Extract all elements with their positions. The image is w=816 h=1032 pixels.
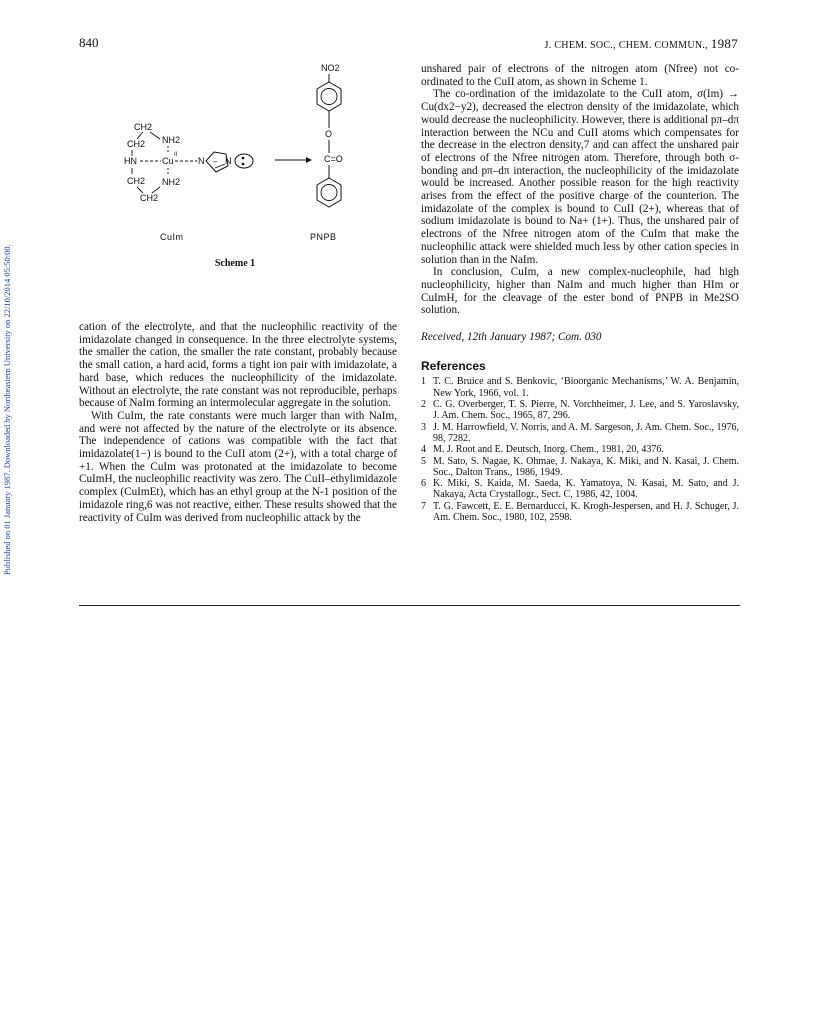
- ch2-bottom: CH2: [140, 193, 159, 203]
- reference-number: 4: [421, 444, 426, 456]
- cu-atom: Cu: [162, 156, 174, 166]
- ch2-top: CH2: [134, 122, 153, 132]
- imidazole-n: N: [198, 156, 205, 166]
- reference-text: K. Miki, S. Kaida, M. Saeda, K. Yamatoya, N. Kasai, M. Sato, and J. Nakaya, Acta Crystallogr., Sect. C, 1986, 42, 1004.: [433, 478, 739, 501]
- ch2-upper: CH2: [127, 139, 146, 149]
- reference-text: J. M. Harrowfield, V. Norris, and A. M. Sargeson, J. Am. Chem. Soc., 1976, 98, 7282.: [433, 421, 739, 444]
- reference-text: M. J. Root and E. Deutsch, Inorg. Chem., 1981, 20, 4376.: [433, 444, 664, 456]
- left-paragraph-2: With CuIm, the rate constants were much larger than with NaIm, and were not affected by the nature of the electrolyte or its absence. The independence of cations was compatible with the fact that imidazolate(1−) is bound to the CuII atom (2+), with a total charge of +1. When the CuIm was protonated at the imidazolate to become CuImH, the nucleophilic reactivity was zero. The CuII–ethylimidazole complex (CuImEt), which has an ethyl group at the N-1 position of the imidazole ring,6 was not reactive, either. These results showed that the reactivity of CuIm was derived from nucleophilic attack by the: [79, 409, 397, 524]
- reference-item: [421, 456, 739, 479]
- lone-pair-dot-2: [242, 163, 245, 166]
- journal-year: 1987: [710, 36, 738, 51]
- reaction-arrow-head: [306, 157, 312, 163]
- reference-item: [421, 501, 739, 524]
- ether-oxygen: O: [325, 129, 333, 139]
- nh2-upper: NH2: [162, 135, 181, 145]
- imidazole-n-free: N: [225, 156, 232, 166]
- left-paragraph-1: cation of the electrolyte, and that the nucleophilic reactivity of the imidazolate changed in consequence. In the three electrolyte systems, the smaller the cation, the smaller the rate constant, probably because the small cation, a hard acid, forms a tight ion pair with imidazolate, a hard base, which reduces the nucleophilicity of the imidazolate. Without an electrolyte, the rate constant was not reproducible, perhaps because of NaIm forming an intermolecular aggregate in the solution.: [79, 321, 397, 410]
- nh2-lower: NH2: [162, 177, 181, 187]
- carbonyl-label: C=O: [324, 154, 343, 164]
- right-paragraph-1: unshared pair of electrons of the nitrogen atom (Nfree) not co-ordinated to the CuII atom, as shown in Scheme 1.: [421, 63, 739, 88]
- scheme-figure: [110, 60, 370, 272]
- received-line: Received, 12th January 1987; Com. 030: [421, 331, 602, 344]
- figure-caption: Scheme 1: [214, 258, 256, 269]
- cu-oxidation-state: II: [174, 152, 178, 158]
- references-heading: References: [421, 358, 486, 373]
- reference-text: C. G. Overberger, T. S. Pierre, N. Vorchheimer, J. Lee, and S. Yaroslavsky, J. Am. Chem. Soc., 1965, 87, 296.: [433, 399, 739, 422]
- nitro-label: NO2: [321, 63, 340, 73]
- reference-text: T. C. Bruice and S. Benkovic, ‘Bioorganic Mechanisms,’ W. A. Benjamin, New York, 1966, vol. 1.: [433, 376, 739, 399]
- reference-item: [421, 422, 739, 445]
- pnpb-label: PNPB: [310, 232, 337, 242]
- cuim-label: CuIm: [160, 232, 184, 242]
- download-note[interactable]: Published on 01 January 1987. Downloaded by Northeastern University on 22/10/2014 05:50:00.: [2, 244, 12, 576]
- lone-pair-dot-1: [242, 157, 245, 160]
- running-head: [545, 36, 738, 52]
- reference-number: 6: [421, 478, 426, 490]
- reference-item: [421, 444, 739, 455]
- imidazole-minus: −: [213, 157, 218, 166]
- right-column: [421, 63, 739, 523]
- reference-text: T. G. Fawcett, E. E. Bernarducci, K. Krogh-Jespersen, and H. J. Schuger, J. Am. Chem. Soc., 1980, 102, 2598.: [433, 500, 739, 524]
- reference-text: M. Sato, S. Nagae, K. Ohmae, J. Nakaya, K. Miki, and N. Kasai, J. Chem. Soc., Dalton Trans., 1986, 1949.: [433, 455, 739, 478]
- phenyl-ring-circle: [321, 185, 337, 201]
- reference-item: [421, 399, 739, 422]
- reference-item: [421, 376, 739, 399]
- reference-number: 1: [421, 376, 426, 388]
- journal-title: J. CHEM. SOC., CHEM. COMMUN.,: [544, 40, 708, 51]
- left-column: [79, 321, 397, 524]
- reference-number: 5: [421, 455, 426, 467]
- ch2-lower: CH2: [127, 176, 146, 186]
- page-bottom-rule: [79, 605, 740, 606]
- right-paragraph-2: The co-ordination of the imidazolate to the CuII atom, σ(Im) → Cu(dx2−y2), decreased the electron density of the imidazolate, which would decrease the nucleophilicity. However, there is additional pπ–dπ interaction between the NCu and CuII atoms which compensates for the decrease in the electron density,7 and can affect the unshared pair of electrons of the Nfree nitrogen atom. Therefore, through both σ-bonding and pπ–dπ interaction, the nucleophilicity of the imidazolate would be increased. Another possible reason for the high reactivity arises from the effect of the positive charge of the counterion. The imidazolate of the complex is bound to CuII (2+), whereas that of sodium imidazolate is bound to Na+ (1+). Thus, the unshared pair of electrons of the Nfree nitrogen atom of the CuIm that make the nucleophilic attack were shielded much less by other cation species in solution than in the NaIm.: [421, 88, 739, 266]
- nitrophenyl-ring-circle: [321, 89, 337, 105]
- reference-number: 2: [421, 399, 426, 411]
- reference-number: 3: [421, 421, 426, 433]
- page-number: 840: [79, 35, 99, 50]
- lone-pair-orbital: [235, 154, 253, 168]
- reference-item: [421, 478, 739, 501]
- hn-label: HN: [124, 156, 137, 166]
- reference-number: 7: [421, 500, 426, 512]
- reference-list: [421, 376, 739, 523]
- right-paragraph-3: In conclusion, CuIm, a new complex-nucleophile, had high nucleophilicity, higher than NaIm and much higher than HIm or CuImH, for the cleavage of the ester bond of PNPB in Me2SO solution.: [421, 266, 739, 317]
